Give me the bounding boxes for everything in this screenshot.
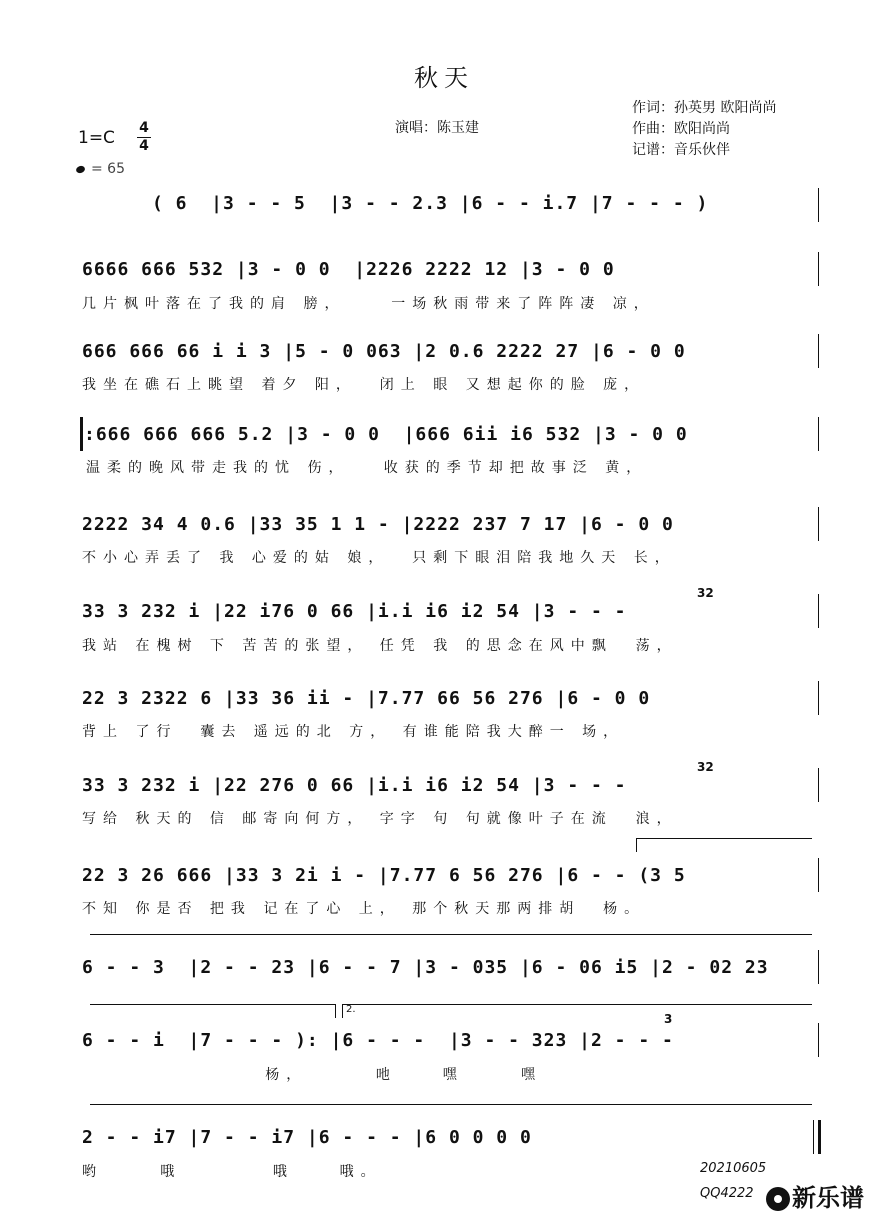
barline — [818, 252, 819, 286]
singer-credit: 演唱：陈玉建 — [395, 120, 479, 136]
barline — [818, 858, 819, 892]
time-sig-top: 4 — [139, 120, 149, 136]
lyric-row-6: 我站 在槐树 下 苦苦的张望， 任凭 我 的思念在风中飘 荡， — [82, 638, 678, 654]
barline — [818, 950, 819, 984]
volta-2-line — [342, 1004, 812, 1005]
grace-note-1: 32 — [697, 586, 714, 600]
score-row-12-notes: 2 - - i7 |7 - - i7 |6 - - - |6 0 0 0 0 — [82, 1127, 532, 1148]
barline — [818, 188, 819, 222]
date-stamp: 20210605 — [700, 1161, 767, 1176]
score-row-9-notes: 22 3 26 666 |33 3 2i i - |7.77 6 56 276 |6 - - (3 5 — [82, 865, 686, 886]
score-row-6-notes: 33 3 232 i |22 i76 0 66 |i.i i6 i2 54 |3 - - - — [82, 601, 627, 622]
composer-credit: 作曲：欧阳尚尚 — [632, 121, 730, 137]
volta-2-edge — [342, 1004, 343, 1018]
barline — [818, 768, 819, 802]
lyric-row-8: 写给 秋天的 信 邮寄向何方， 字字 句 句就像叶子在流 浪， — [82, 811, 678, 827]
barline — [818, 507, 819, 541]
time-signature — [137, 120, 151, 155]
grace-note-2: 32 — [697, 760, 714, 774]
lyric-row-12: 哟 哦 哦 哦。 — [82, 1164, 382, 1180]
lyric-row-11: 杨， 吔 嘿 嘿 — [82, 1067, 542, 1083]
score-row-11-notes: 6 - - i |7 - - - ): |6 - - - |3 - - 323 |2 - - - — [82, 1030, 674, 1051]
song-title: 秋天 — [414, 64, 474, 92]
credits-block — [632, 98, 776, 161]
site-logo — [766, 1178, 864, 1213]
score-row-10-notes: 6 - - 3 |2 - - 23 |6 - - 7 |3 - 035 |6 - 06 i5 |2 - 02 23 — [82, 957, 769, 978]
score-row-2-notes: 6666 666 532 |3 - 0 0 |2226 2222 12 |3 - 0 0 — [82, 259, 615, 280]
lyric-row-2: 几片枫叶落在了我的肩 膀， 一场秋雨带来了阵阵凄 凉， — [82, 296, 655, 312]
volta-2-label: 2. — [346, 1004, 356, 1015]
section-line — [90, 1104, 812, 1105]
qq-stamp: QQ4222 — [700, 1186, 754, 1201]
tempo-marking: = 65 — [76, 161, 125, 177]
time-sig-bottom: 4 — [139, 138, 149, 154]
vinyl-disc-icon — [766, 1187, 790, 1211]
lyric-row-3: 我坐在礁石上眺望 着夕 阳， 闭上 眼 又想起你的脸 庞， — [82, 377, 646, 393]
lyric-row-5: 不小心弄丢了 我 心爱的姑 娘， 只剩下眼泪陪我地久天 长， — [82, 550, 676, 566]
lyric-row-7: 背上 了行 囊去 遥远的北 方， 有谁能陪我大醉一 场， — [82, 724, 625, 740]
final-barline-thick — [818, 1120, 821, 1154]
volta-bracket-edge — [636, 838, 637, 852]
repeat-start-barline — [80, 417, 83, 451]
grace-note-3: 3 — [664, 1012, 673, 1026]
transcriber-credit: 记谱：音乐伙伴 — [632, 142, 730, 158]
barline — [818, 681, 819, 715]
lyricist-credit: 作词：孙英男 欧阳尚尚 — [632, 100, 777, 116]
score-row-4-notes: :666 666 666 5.2 |3 - 0 0 |666 6ii i6 532 |3 - 0 0 — [84, 424, 688, 445]
lyric-row-4: 温柔的晚风带走我的忧 伤， 收获的季节却把故事泛 黄， — [86, 460, 648, 476]
volta-1-line — [90, 1004, 335, 1005]
score-row-1-notes: ( 6 |3 - - 5 |3 - - 2.3 |6 - - i.7 |7 - - - ) — [152, 193, 709, 214]
section-line — [90, 934, 812, 935]
barline — [818, 594, 819, 628]
barline — [818, 417, 819, 451]
logo-text: 新乐谱 — [792, 1184, 864, 1212]
score-row-5-notes: 2222 34 4 0.6 |33 35 1 1 - |2222 237 7 17 |6 - 0 0 — [82, 514, 674, 535]
key-signature: 1=C — [78, 128, 115, 148]
lyric-row-9: 不知 你是否 把我 记在了心 上， 那个秋天那两排胡 杨。 — [82, 901, 646, 917]
volta-bracket-line — [636, 838, 812, 839]
barline — [818, 334, 819, 368]
quarter-note-icon — [75, 165, 86, 175]
score-row-3-notes: 666 666 66 i i 3 |5 - 0 063 |2 0.6 2222 27 |6 - 0 0 — [82, 341, 686, 362]
barline — [818, 1023, 819, 1057]
final-barline-thin — [813, 1120, 814, 1154]
score-row-8-notes: 33 3 232 i |22 276 0 66 |i.i i6 i2 54 |3 - - - — [82, 775, 627, 796]
volta-1-edge — [335, 1004, 336, 1018]
score-row-7-notes: 22 3 2322 6 |33 36 ii - |7.77 66 56 276 |6 - 0 0 — [82, 688, 651, 709]
